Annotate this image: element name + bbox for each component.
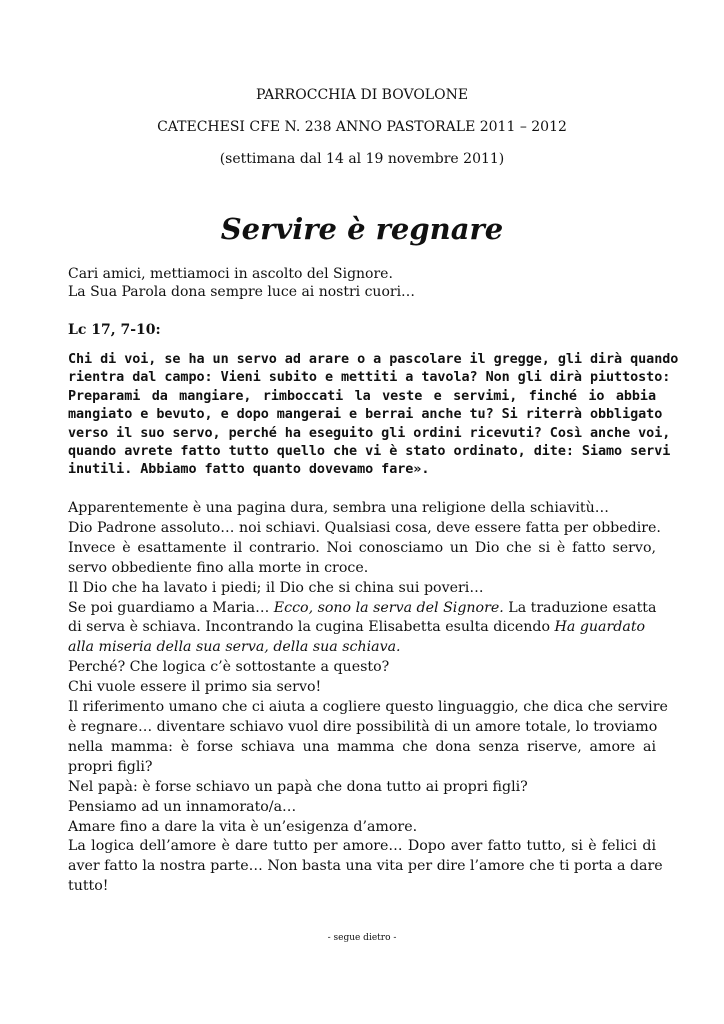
gospel-line: rientra dal campo: Vieni subito e mettiti a tavola? Non gli dirà piuttosto: <box>68 370 671 386</box>
document-title: Servire è regnare <box>220 212 504 246</box>
body-line: Apparentemente è una pagina dura, sembra una religione della schiavitù… <box>68 500 609 516</box>
week-subtitle: (settimana dal 14 al 19 novembre 2011) <box>219 151 505 167</box>
body-line: Il riferimento umano che ci aiuta a cogliere questo linguaggio, che dica che servire <box>68 699 668 716</box>
gospel-line: mangiato e bevuto, e dopo mangerai e berrai anche tu? Si riterrà obbligato <box>68 407 663 423</box>
body-line: La logica dell’amore è dare tutto per amore… Dopo aver fatto tutto, si è felici di <box>68 838 656 855</box>
intro-line: La Sua Parola dona sempre luce ai nostri cuori… <box>68 284 416 300</box>
body-line: tutto! <box>68 878 109 895</box>
gospel-line: quando avrete fatto tutto quello che vi è stato ordinato, dite: Siamo servi <box>68 444 671 460</box>
body-line: nella mamma: è forse schiava una mamma che dona senza riserve, amore ai <box>68 738 656 755</box>
gospel-reference: Lc 17, 7-10: <box>68 322 161 338</box>
gospel-line: Chi di voi, se ha un servo ad arare o a pascolare il gregge, gli dirà quando <box>68 352 679 367</box>
body-line <box>68 599 656 619</box>
gospel-line: Preparami da mangiare, rimboccati la veste e servimi, finché io abbia <box>68 388 656 404</box>
body-line: Invece è esattamente il contrario. Noi conosciamo un Dio che si è fatto servo, <box>68 539 656 556</box>
reflection-text <box>68 499 668 897</box>
page-footer: - segue dietro - <box>327 933 397 943</box>
body-line: aver fatto la nostra parte… Non basta una vita per dire l’amore che ti porta a dare <box>68 858 663 875</box>
body-text: di serva è schiava. Incontrando la cugina Elisabetta esulta dicendo <box>68 619 555 636</box>
gospel-line: inutili. Abbiamo fatto quanto dovevamo fare». <box>68 462 430 478</box>
body-line: Perché? Che logica c’è sottostante a questo? <box>68 659 390 676</box>
gospel-line: verso il suo servo, perché ha eseguito gli ordini ricevuti? Così anche voi, <box>68 425 671 441</box>
intro-line: Cari amici, mettiamoci in ascolto del Signore. <box>68 266 393 282</box>
body-line: Chi vuole essere il primo sia servo! <box>68 679 322 696</box>
parish-header: PARROCCHIA DI BOVOLONE <box>255 87 469 103</box>
body-line: Dio Padrone assoluto… noi schiavi. Qualsiasi cosa, deve essere fatta per obbedire. <box>68 519 661 536</box>
body-line <box>68 618 656 638</box>
body-line: è regnare… diventare schiavo vuol dire possibilità di un amore totale, lo troviamo <box>68 718 658 735</box>
body-line: propri figli? <box>68 758 153 775</box>
quote-magnificat: Ecco, sono la serva del Signore. <box>273 599 504 616</box>
body-text: Se poi guardiamo a Maria… <box>68 599 274 616</box>
body-line: servo obbediente fino alla morte in croce. <box>68 559 369 576</box>
quote-elisabeth: Ha guardato <box>554 619 646 636</box>
body-text: La traduzione esatta <box>503 599 657 616</box>
body-line: Nel papà: è forse schiavo un papà che dona tutto ai propri figli? <box>68 778 528 795</box>
body-line: Pensiamo ad un innamorato/a… <box>68 798 297 815</box>
catechesis-header: CATECHESI CFE N. 238 ANNO PASTORALE 2011 – 2012 <box>157 119 567 135</box>
body-line: alla miseria della sua serva, della sua schiava. <box>68 639 401 656</box>
body-line: Il Dio che ha lavato i piedi; il Dio che si china sui poveri… <box>68 579 484 596</box>
body-line: Amare fino a dare la vita è un’esigenza d’amore. <box>68 818 418 835</box>
gospel-passage <box>68 351 679 480</box>
